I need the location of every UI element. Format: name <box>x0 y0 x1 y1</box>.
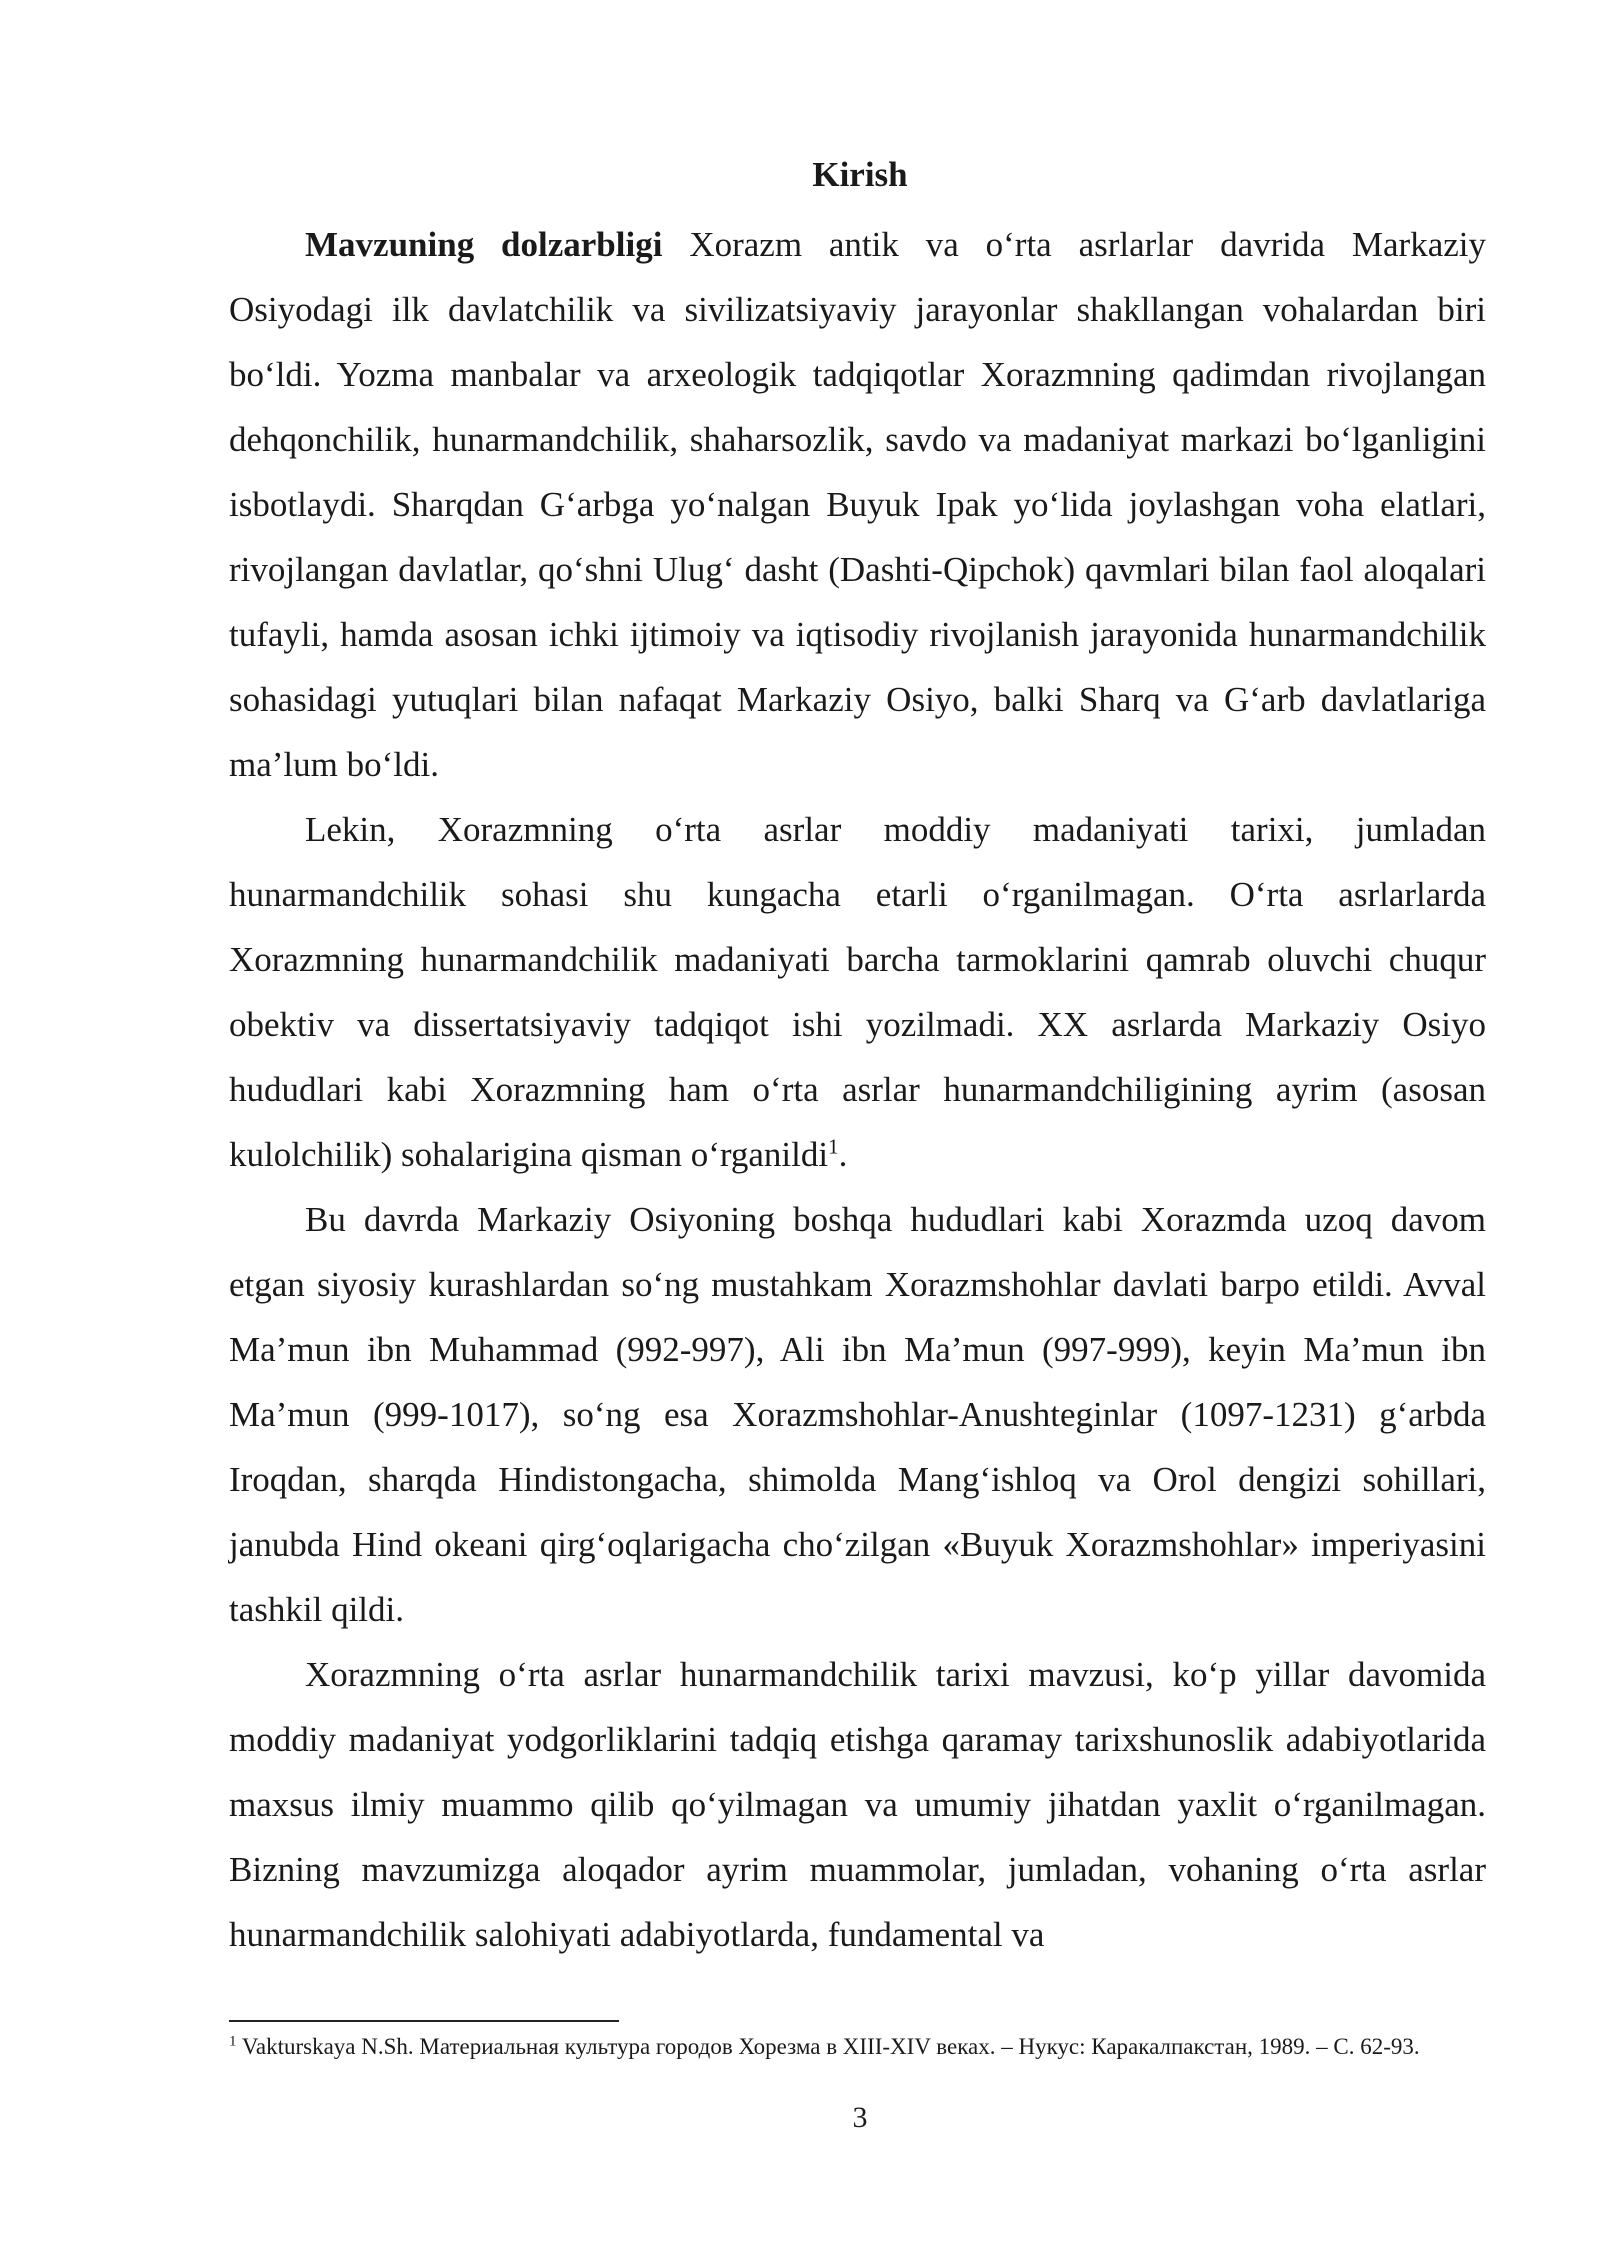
footnote-number: 1 <box>229 2033 237 2050</box>
body-text <box>229 212 1486 1967</box>
footnote-reference[interactable]: 1 <box>828 1134 839 1159</box>
paragraph-relevance <box>229 212 1486 797</box>
paragraph-text: Bu davrda Markaziy Osiyoning boshqa hududlari kabi Xorazmda uzoq davom etgan siyosiy kurashlardan so‘ng mustahkam Xorazmshohlar davlati barpo etildi. Avval Ma’mun ibn Muhammad (992-997), Ali ibn Ma’mun (997-999), keyin Ma’mun ibn Ma’mun (999-1017), so‘ng esa Xorazmshohlar-Anushteginlar (1097-1231) g‘arbda Iroqdan, sharqda Hindistongacha, shimolda Mang‘ishloq va Orol dengizi sohillari, janubda Hind okeani qirg‘oqlarigacha cho‘zilgan «Buyuk Xorazmshohlar» imperiyasini tashkil qildi. <box>229 1200 1486 1629</box>
paragraph-text: Lekin, Xorazmning o‘rta asrlar moddiy madaniyati tarixi, jumladan hunarmandchilik sohasi shu kungacha etarli o‘rganilmagan. O‘rta asrlarlarda Xorazmning hunarmandchilik madaniyati barcha tarmoklarini qamrab oluvchi chuqur obektiv va dissertatsiyaviy tadqiqot ishi yozilmadi. XX asrlarda Markaziy Osiyo hududlari kabi Xorazmning ham o‘rta asrlar hunarmandchiligining ayrim (asosan kulolchilik) sohalariginа qisman o‘rganildi <box>229 810 1486 1174</box>
section-title: Kirish <box>812 155 908 194</box>
paragraph-study-gap <box>229 797 1486 1187</box>
paragraph-text-tail: . <box>838 1135 848 1174</box>
paragraph-khorezmshahs <box>229 1187 1486 1642</box>
paragraph-text: Xorazmning o‘rta asrlar hunarmandchilik tarixi mavzusi, ko‘p yillar davomida moddiy madaniyat yodgorliklarini tadqiq etishga qaramay tarixshunoslik adabiyotlarida maxsus ilmiy muammo qilib qo‘yilmagan va umumiy jihatdan yaxlit o‘rganilmagan. Bizning mavzumizga aloqador ayrim muammolar, jumladan, vohaning o‘rta asrlar hunarmandchilik salohiyati adabiyotlarda, fundamental va <box>229 1655 1486 1954</box>
relevance-heading: Mavzuning dolzarbligi <box>305 225 663 264</box>
footnote-divider <box>229 2020 619 2022</box>
footnote <box>229 2032 1486 2061</box>
footnote-text: Vakturskaya N.Sh. Материальная культура городов Хорезма в XIII-XIV веках. – Нукус: Каракалпакстан, 1989. – С. 62-93. <box>236 2034 1420 2059</box>
page-number: 3 <box>852 2101 868 2134</box>
paragraph-historiography <box>229 1642 1486 1967</box>
paragraph-text: Xorazm antik va o‘rta asrlarlar davrida Markaziy Osiyodagi ilk davlatchilik va sivilizatsiyaviy jarayonlar shakllangan vohalardan biri bo‘ldi. Yozma manbalar va arxeologik tadqiqotlar Xorazmning qadimdan rivojlangan dehqonchilik, hunarmandchilik, shaharsozlik, savdo va madaniyat markazi bo‘lganligini isbotlaydi. Sharqdan G‘arbga yo‘nalgan Buyuk Ipak yo‘lida joylashgan voha elatlari, rivojlangan davlatlar, qo‘shni Ulug‘ dasht (Dashti-Qipchok) qavmlari bilan faol aloqalari tufayli, hamda asosan ichki ijtimoiy va iqtisodiy rivojlanish jarayonida hunarmandchilik sohasidagi yutuqlari bilan nafaqat Markaziy Osiyo, balki Sharq va G‘arb davlatlariga ma’lum bo‘ldi. <box>229 225 1486 784</box>
